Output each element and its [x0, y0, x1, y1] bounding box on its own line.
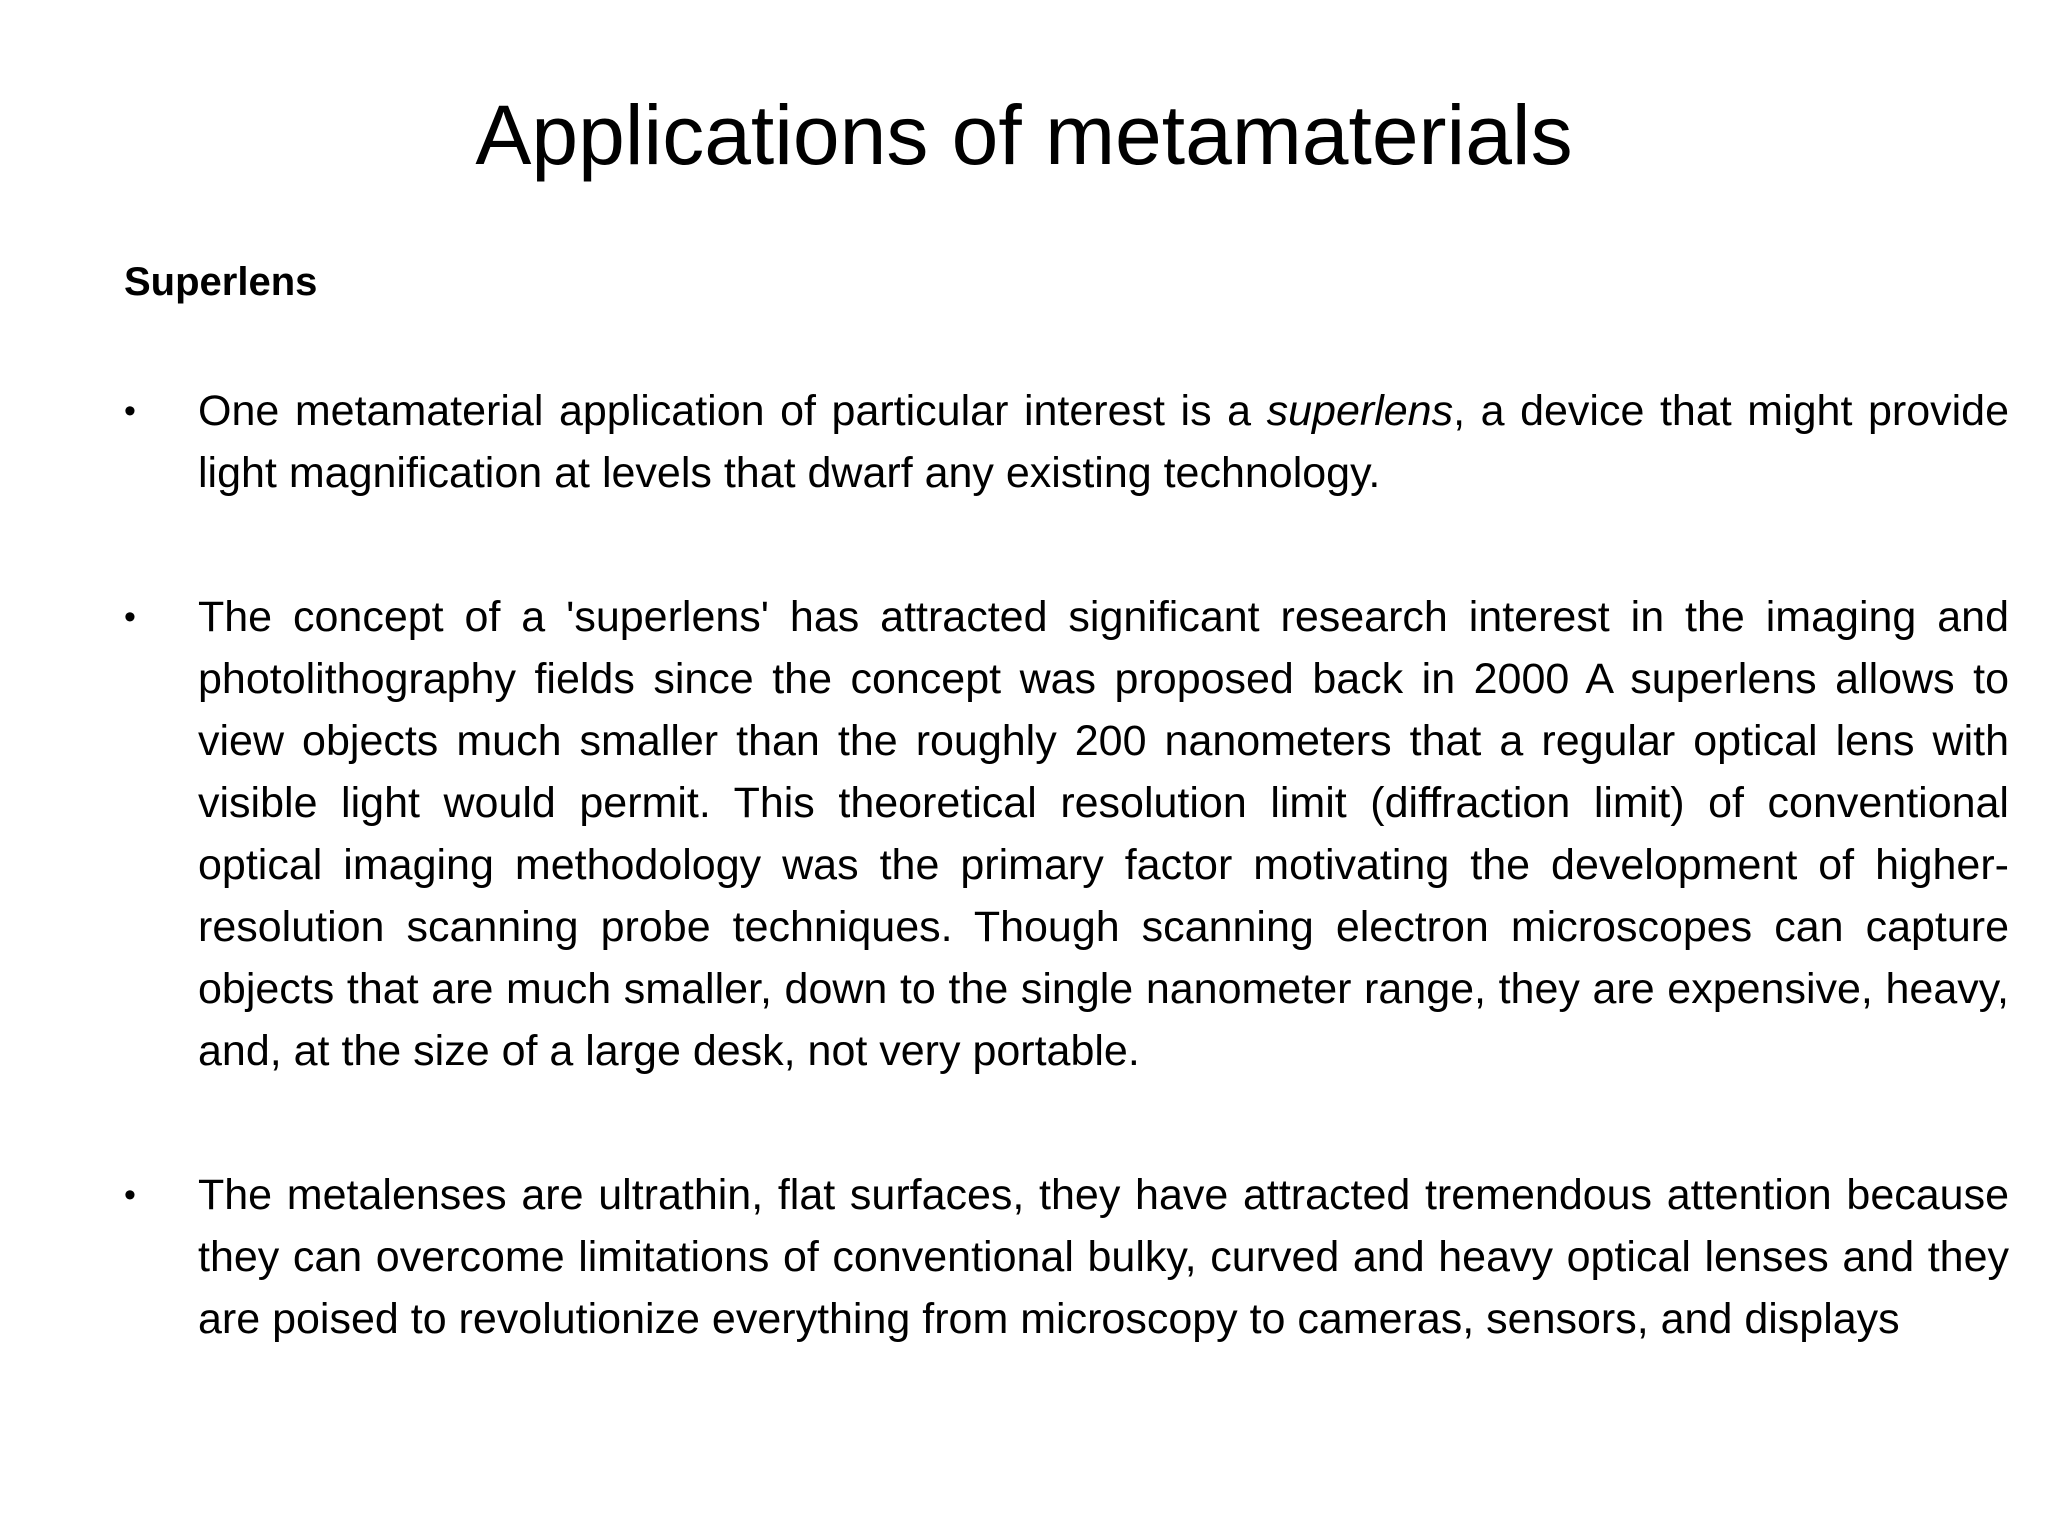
bullet-text-before: One metamaterial application of particular interest is a [198, 387, 1267, 435]
bullet-icon: • [124, 598, 136, 636]
bullet-icon: • [124, 1176, 136, 1214]
bullet-item-metalenses [124, 1164, 2009, 1350]
bullet-item-superlens-intro [124, 380, 2009, 504]
bullet-text: The concept of a 'superlens' has attracted significant research interest in the imaging and photolithography fields since the concept was proposed back in 2000 A superlens allows to view objects much smaller than the roughly 200 nanometers that a regular optical lens with visible light would permit. This theoretical resolution limit (diffraction limit) of conventional optical imaging methodology was the primary factor motivating the development of higher-resolution scanning probe techniques. Though scanning electron microscopes can capture objects that are much smaller, down to the single nanometer range, they are expensive, heavy, and, at the size of a large desk, not very portable. [198, 593, 2009, 1075]
bullet-item-superlens-concept [124, 586, 2009, 1082]
slide-title: Applications of metamaterials [475, 88, 1573, 182]
bullet-text: The metalenses are ultrathin, flat surfaces, they have attracted tremendous attention because they can overcome limitations of conventional bulky, curved and heavy optical lenses and they are poised to revolutionize everything from microscopy to cameras, sensors, and displays [198, 1171, 2009, 1343]
bullet-text-emphasis: superlens [1266, 387, 1454, 435]
bullet-list [124, 380, 2009, 1350]
bullet-icon: • [124, 392, 136, 430]
section-heading: Superlens [124, 260, 318, 304]
bullet-text-after: , a device that might provide light magnification at levels that dwarf any existing technology. [198, 387, 2009, 497]
bullet-text [198, 387, 2009, 497]
